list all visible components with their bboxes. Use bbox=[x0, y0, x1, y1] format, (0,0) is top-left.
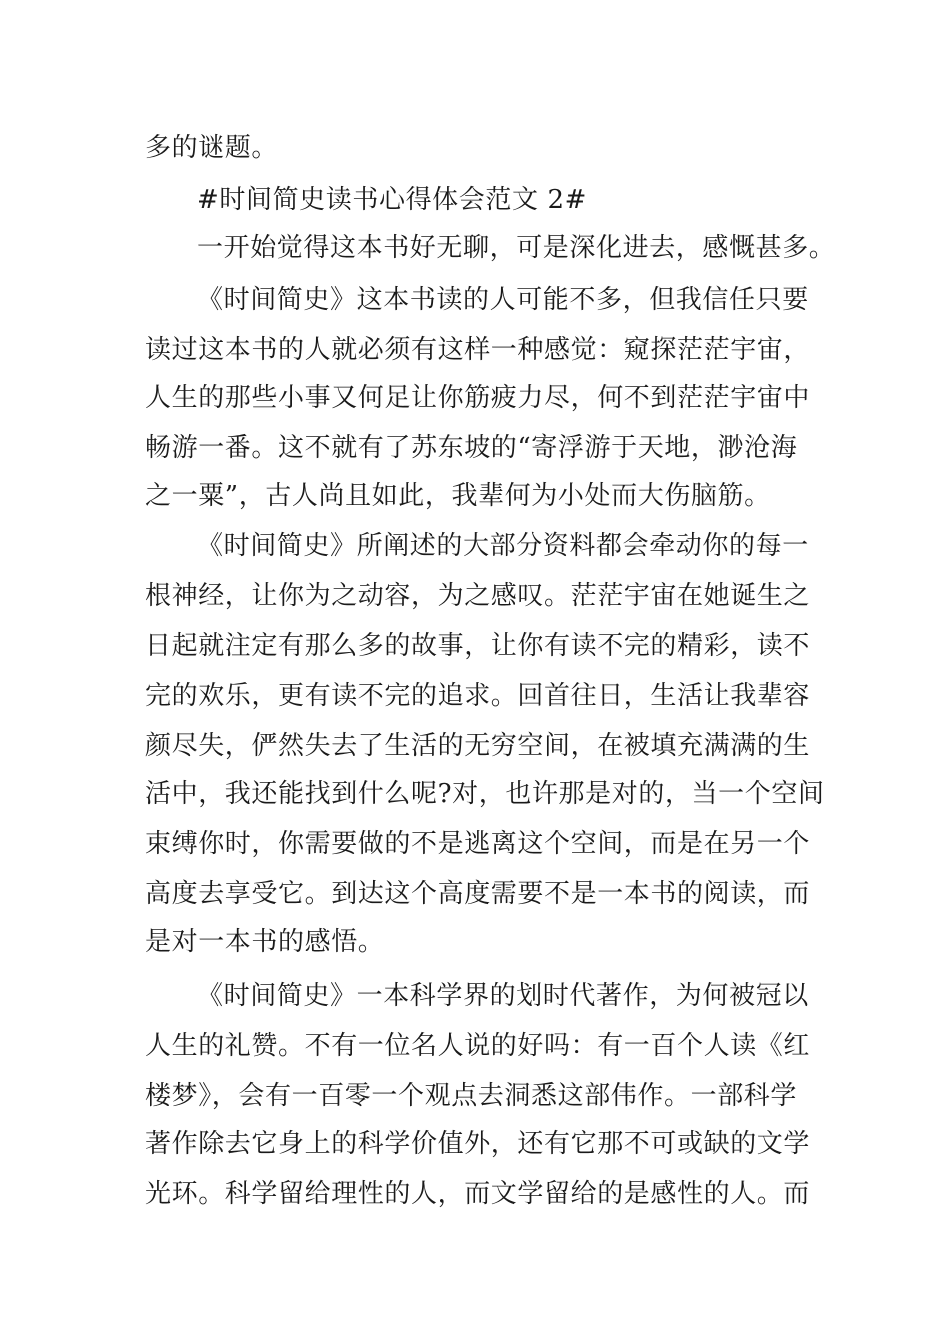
text-line: 颜尽失，俨然失去了生活的无穷空间，在被填充满满的生 bbox=[145, 731, 811, 761]
text-line: 一开始觉得这本书好无聊，可是深化进去，感慨甚多。 bbox=[197, 233, 836, 263]
text-line: 人生的礼赞。不有一位名人说的好吗：有一百个人读《红 bbox=[145, 1031, 811, 1061]
text-line: 束缚你时，你需要做的不是逃离这个空间，而是在另一个 bbox=[145, 829, 811, 859]
text-line: 完的欢乐，更有读不完的追求。回首往日，生活让我辈容 bbox=[145, 681, 811, 711]
text-line: 之一粟”，古人尚且如此，我辈何为小处而大伤脑筋。 bbox=[145, 481, 771, 511]
text-line: 著作除去它身上的科学价值外，还有它那不可或缺的文学 bbox=[145, 1129, 811, 1159]
text-line: 《时间简史》这本书读的人可能不多，但我信任只要 bbox=[197, 285, 809, 315]
section-heading: #时间简史读书心得体会范文 2# bbox=[197, 185, 587, 215]
text-line: 光环。科学留给理性的人，而文学留给的是感性的人。而 bbox=[145, 1179, 811, 1209]
text-line: 楼梦》，会有一百零一个观点去洞悉这部伟作。一部科学 bbox=[145, 1081, 798, 1111]
text-line: 根神经，让你为之动容，为之感叹。茫茫宇宙在她诞生之 bbox=[145, 581, 811, 611]
text-line: 畅游一番。这不就有了苏东坡的“寄浮游于天地，渺沧海 bbox=[145, 433, 798, 463]
text-line: 人生的那些小事又何足让你筋疲力尽，何不到茫茫宇宙中 bbox=[145, 383, 811, 413]
text-line: 读过这本书的人就必须有这样一种感觉：窥探茫茫宇宙， bbox=[145, 335, 811, 365]
text-line: 日起就注定有那么多的故事，让你有读不完的精彩，读不 bbox=[145, 631, 811, 661]
text-line: 是对一本书的感悟。 bbox=[145, 927, 385, 957]
text-line: 《时间简史》所阐述的大部分资料都会牵动你的每一 bbox=[197, 531, 809, 561]
text-line: 活中，我还能找到什么呢?对，也许那是对的，当一个空间 bbox=[145, 779, 825, 809]
text-line: 《时间简史》一本科学界的划时代著作，为何被冠以 bbox=[197, 981, 809, 1011]
text-line: 多的谜题。 bbox=[145, 133, 279, 163]
text-line: 高度去享受它。到达这个高度需要不是一本书的阅读，而 bbox=[145, 879, 811, 909]
